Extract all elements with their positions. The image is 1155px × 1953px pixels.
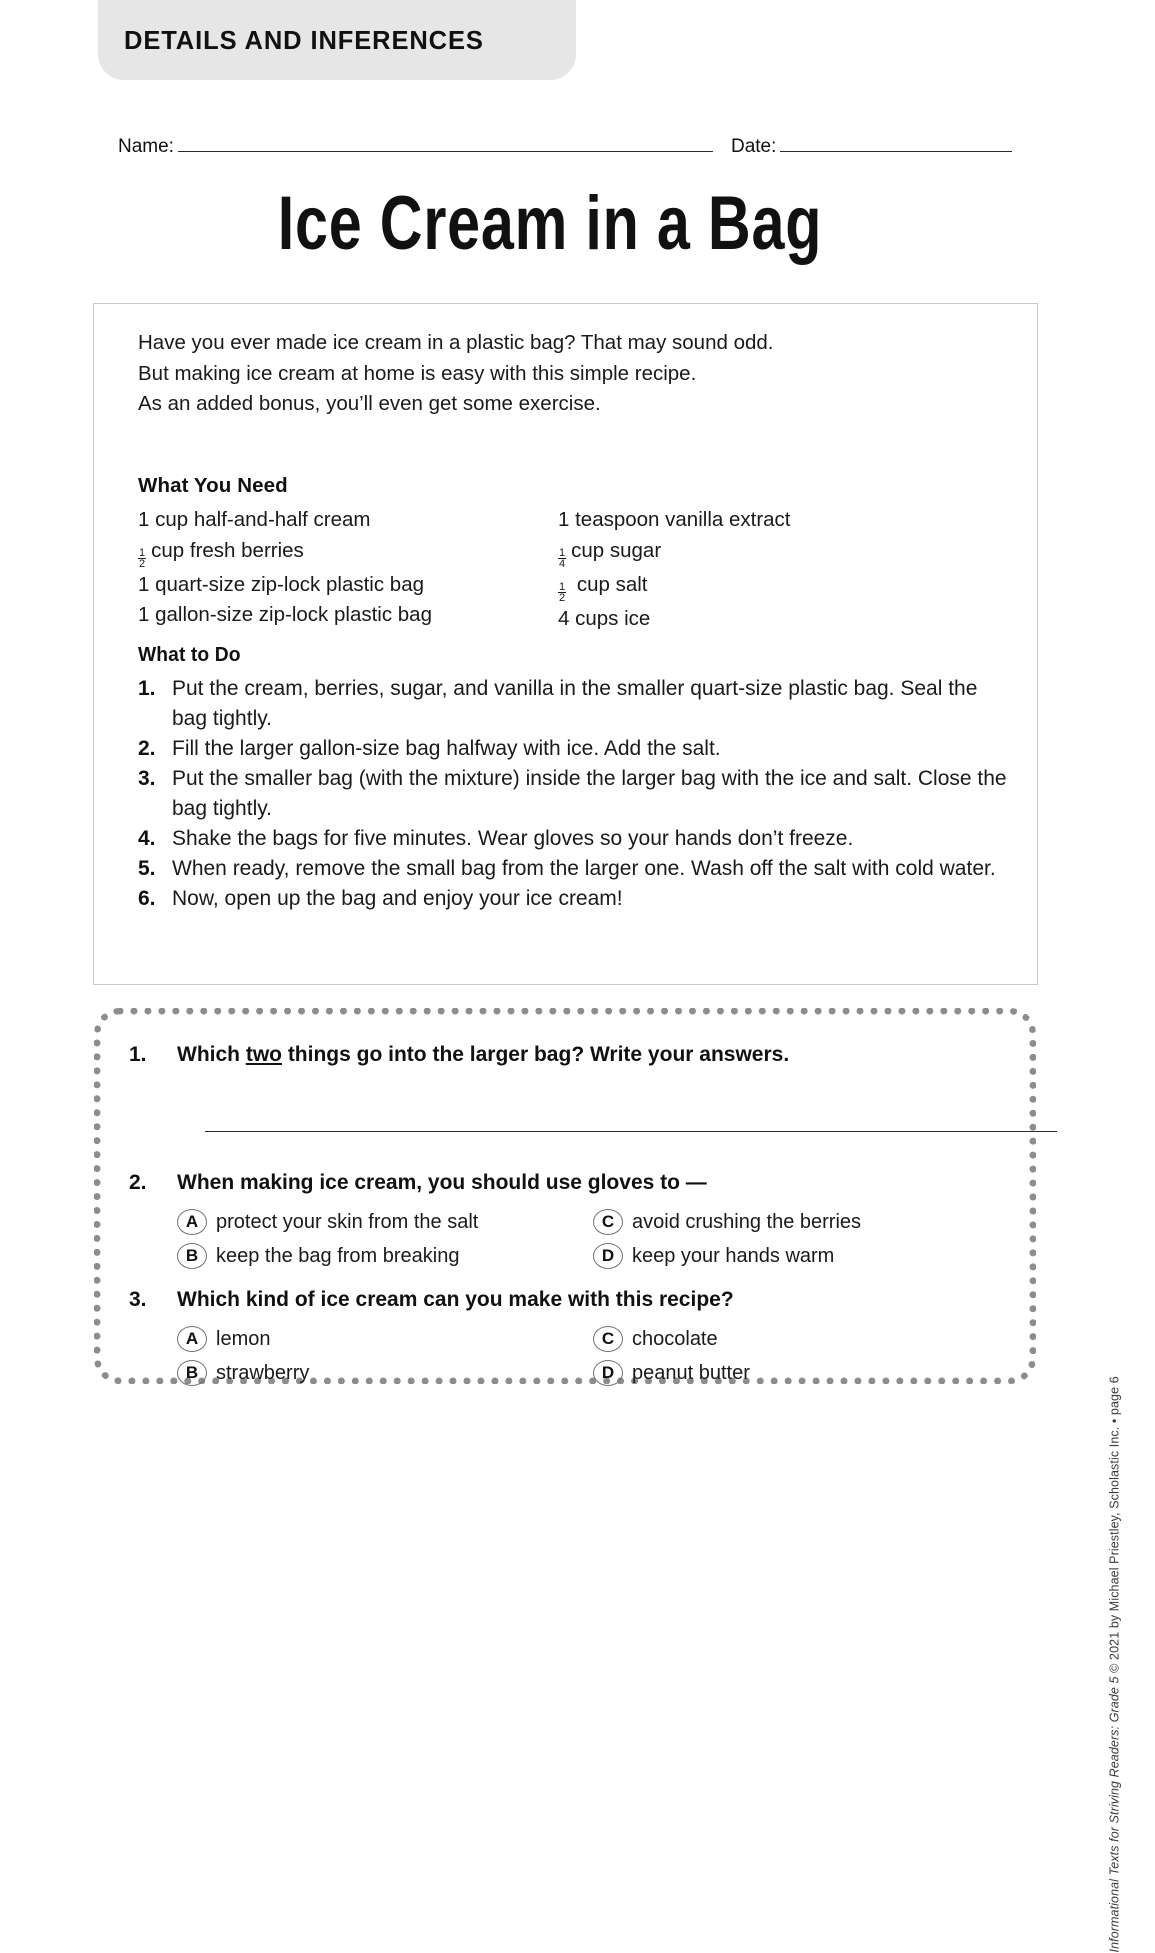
date-label: Date:	[730, 136, 777, 157]
option-label: protect your skin from the salt	[216, 1211, 479, 1233]
fraction-one-half: $\frac{1}{2}$	[559, 580, 566, 604]
credit-rest: © 2021 by Michael Priestley, Scholastic Inc. • page 6	[1107, 1376, 1121, 1677]
name-label: Name:	[118, 136, 174, 157]
ingredient-item	[138, 570, 558, 601]
option-label: keep your hands warm	[632, 1245, 835, 1267]
ingredient-text: cup sugar	[571, 538, 662, 562]
option-c[interactable]	[593, 1322, 1009, 1356]
step-item	[138, 674, 1018, 734]
option-c[interactable]	[593, 1205, 1009, 1239]
step-number: 3.	[138, 767, 156, 790]
question-2-heading	[129, 1169, 1009, 1197]
options-column-right	[593, 1205, 1009, 1273]
ingredient-text: teaspoon vanilla extract	[575, 508, 791, 531]
questions-box	[94, 1008, 1036, 1384]
ingredient-quantity: 1	[138, 508, 150, 531]
passage-box	[93, 303, 1038, 985]
ingredients-list	[138, 505, 1008, 634]
options-column-left	[177, 1205, 593, 1273]
step-text: Now, open up the bag and enjoy your ice cream!	[172, 887, 623, 910]
option-letter-circle: C	[593, 1326, 623, 1352]
ingredient-item	[558, 536, 978, 570]
ingredient-quantity: 4	[558, 606, 570, 630]
question-text: Which kind of ice cream can you make with this recipe?	[177, 1288, 734, 1311]
intro-line: As an added bonus, you’ll even get some exercise.	[138, 392, 601, 415]
step-text: Put the cream, berries, sugar, and vanilla in the smaller quart-size plastic bag. Seal the bag tightly.	[172, 677, 978, 730]
step-text: Put the smaller bag (with the mixture) inside the larger bag with the ice and salt. Close the bag tightly.	[172, 767, 1007, 820]
ingredient-item	[138, 505, 558, 536]
ingredient-item	[138, 536, 558, 570]
step-text: Shake the bags for five minutes. Wear gloves so your hands don’t freeze.	[172, 827, 854, 850]
ingredient-text: cup half-and-half cream	[155, 508, 371, 531]
question-2-options	[177, 1205, 1009, 1273]
intro-line: Have you ever made ice cream in a plastic bag? That may sound odd.	[138, 331, 774, 354]
name-date-row	[118, 136, 1018, 164]
option-a[interactable]	[177, 1205, 593, 1239]
ingredient-item	[558, 505, 978, 536]
option-letter-circle: A	[177, 1209, 207, 1235]
step-item	[138, 854, 1018, 884]
step-text: When ready, remove the small bag from the larger one. Wash off the salt with cold water.	[172, 857, 996, 880]
question-number: 2.	[129, 1171, 147, 1194]
date-input-line[interactable]	[780, 136, 1012, 152]
step-number: 6.	[138, 887, 156, 910]
name-input-line[interactable]	[178, 136, 713, 152]
option-letter-circle: B	[177, 1243, 207, 1269]
fraction-one-half: $\frac{1}{2}$	[139, 546, 146, 570]
question-text-underlined: two	[245, 1043, 282, 1066]
question-number: 1.	[129, 1043, 147, 1066]
step-number: 2.	[138, 737, 156, 760]
option-label: lemon	[216, 1328, 271, 1350]
option-d[interactable]	[593, 1356, 1009, 1390]
ingredient-text: cups ice	[575, 606, 651, 630]
option-b[interactable]	[177, 1356, 593, 1390]
option-label: avoid crushing the berries	[632, 1211, 862, 1233]
ingredients-column-right	[558, 505, 978, 634]
step-item	[138, 884, 1018, 914]
ingredient-text: cup fresh berries	[151, 538, 304, 562]
step-item	[138, 764, 1018, 824]
question-3-options	[177, 1322, 1009, 1390]
ingredient-quantity: 1	[138, 572, 150, 596]
question-text	[177, 1041, 1009, 1069]
option-letter-circle: D	[593, 1360, 623, 1386]
questions-list	[129, 1041, 1009, 1384]
question-2	[129, 1169, 1009, 1273]
option-label: strawberry	[216, 1362, 310, 1384]
ingredient-text: quart-size zip-lock plastic bag	[155, 572, 425, 596]
ingredient-text: cup salt	[576, 572, 648, 596]
options-column-right	[593, 1322, 1009, 1390]
intro-line: But making ice cream at home is easy with this simple recipe.	[138, 361, 697, 385]
section-header-tab	[98, 0, 576, 80]
steps-list	[138, 674, 1018, 914]
step-text: Fill the larger gallon-size bag halfway with ice. Add the salt.	[172, 737, 721, 760]
options-column-left	[177, 1322, 593, 1390]
question-3	[129, 1286, 1009, 1390]
answer-write-in-line[interactable]	[205, 1131, 1057, 1132]
copyright-credit	[1107, 1376, 1121, 1952]
step-number: 1.	[138, 677, 156, 700]
question-text-after: things go into the larger bag? Write your answers.	[281, 1043, 790, 1066]
option-b[interactable]	[177, 1239, 593, 1273]
question-text: When making ice cream, you should use gloves to —	[177, 1171, 707, 1194]
question-3-heading	[129, 1286, 1009, 1314]
fraction-one-quarter: $\frac{1}{4}$	[559, 546, 566, 570]
option-letter-circle: C	[593, 1209, 623, 1235]
option-d[interactable]	[593, 1239, 1009, 1273]
option-a[interactable]	[177, 1322, 593, 1356]
option-label: chocolate	[632, 1328, 718, 1350]
question-text-before: Which	[177, 1043, 246, 1066]
step-item	[138, 824, 1018, 854]
ingredient-text: gallon-size zip-lock plastic bag	[155, 603, 432, 626]
ingredient-item	[558, 570, 978, 604]
option-letter-circle: D	[593, 1243, 623, 1269]
option-letter-circle: B	[177, 1360, 207, 1386]
intro-paragraph	[138, 328, 998, 420]
credit-title: Informational Texts for Striving Readers: Grade 5	[1107, 1676, 1121, 1953]
ingredient-quantity: 1	[558, 508, 570, 531]
option-label: peanut butter	[632, 1362, 750, 1384]
what-to-do-heading: What to Do	[138, 643, 241, 666]
option-letter-circle: A	[177, 1326, 207, 1352]
question-1	[129, 1041, 1009, 1069]
section-header-label: DETAILS AND INFERENCES	[124, 27, 484, 55]
step-number: 5.	[138, 857, 156, 880]
ingredient-item	[138, 600, 558, 631]
question-number: 3.	[129, 1288, 147, 1311]
step-item	[138, 734, 1018, 764]
what-you-need-heading: What You Need	[138, 474, 288, 497]
ingredient-item	[558, 604, 978, 635]
ingredient-quantity: 1	[138, 603, 150, 626]
ingredients-column-left	[138, 505, 558, 634]
option-label: keep the bag from breaking	[216, 1245, 460, 1267]
page-title: Ice Cream in a Bag	[277, 181, 823, 266]
step-number: 4.	[138, 827, 156, 850]
question-1-heading	[129, 1041, 1009, 1069]
